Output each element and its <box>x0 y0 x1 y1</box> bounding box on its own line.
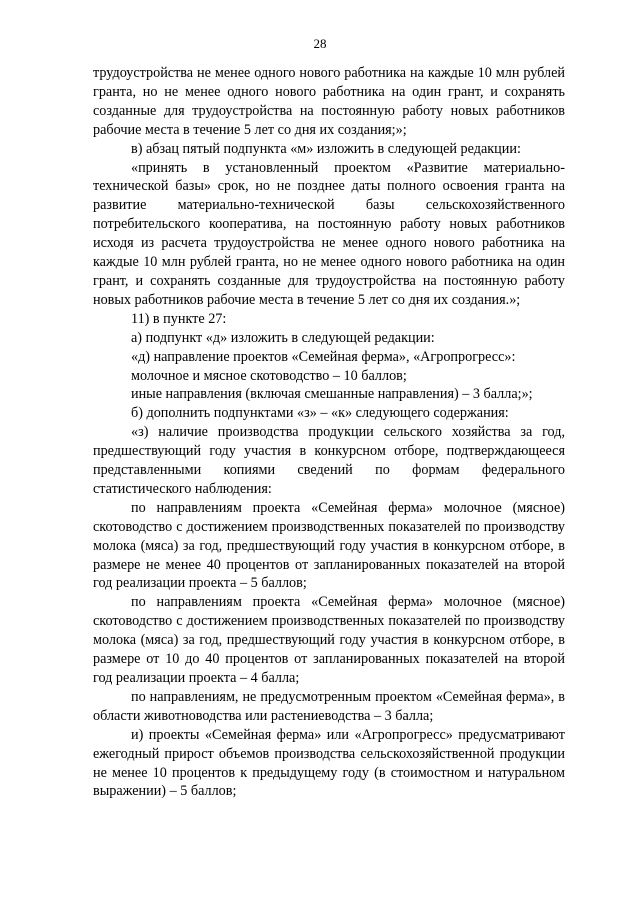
paragraph-subitem-z: «з) наличие производства продукции сельского хозяйства за год, предшествующий году участия в конкурсном отборе, подтверждающееся представленными копиями сведений по формам федерального статистического наблюдения: <box>93 424 565 497</box>
page-number: 28 <box>313 36 327 51</box>
paragraph-item-11: 11) в пункте 27: <box>131 310 227 327</box>
paragraph-family-farm-5: по направлениям проекта «Семейная ферма» молочное (мясное) скотоводство с достижением производственных показателей по производству молока (мяса) за год, предшествующий году участия в конкурсном отборе, в размере не менее 40 процентов от запланированных показателей на второй год реализации проекта – 5 баллов; <box>93 499 565 592</box>
paragraph-other-3: иные направления (включая смешанные направления) – 3 балла;»; <box>131 386 533 403</box>
paragraph-amendment-a: а) подпункт «д» изложить в следующей редакции: <box>131 329 435 346</box>
paragraph-subitem-d: «д) направление проектов «Семейная ферма», «Агропрогресс»: <box>131 348 516 365</box>
paragraph-subitem-i: и) проекты «Семейная ферма» или «Агропрогресс» предусматривают ежегодный прирост объемов производства сельскохозяйственной продукции не менее 10 процентов к предыдущему году (в стоимостном и натуральном выражении) – 5 баллов; <box>93 726 565 800</box>
paragraph-dairy-10: молочное и мясное скотоводство – 10 баллов; <box>131 367 407 384</box>
paragraph-amendment-b: б) дополнить подпунктами «з» – «к» следующего содержания: <box>131 405 509 422</box>
paragraph-quote-accept: «принять в установленный проектом «Развитие материально-технической базы» срок, но не позднее даты полного освоения гранта на развитие материально-технической базы сельскохозяйственного потребительского кооператива, на постоянную работу новых работников исходя из расчета трудоустройства не менее одного нового работника на каждые 10 млн рублей гранта, но не менее одного нового работника на один грант, и сохранять созданные для трудоустройства на постоянную работу новых работников рабочие места в течение 5 лет со дня их создания.»; <box>93 159 565 308</box>
paragraph-amendment-v: в) абзац пятый подпункта «м» изложить в следующей редакции: <box>131 140 521 157</box>
document-body <box>93 64 565 801</box>
paragraph-continuation: трудоустройства не менее одного нового работника на каждые 10 млн рублей гранта, но не менее одного нового работника на один грант, и сохранять созданные для трудоустройства на постоянную работу новых работников рабочие места в течение 5 лет со дня их создания;»; <box>93 65 565 138</box>
paragraph-family-farm-4: по направлениям проекта «Семейная ферма» молочное (мясное) скотоводство с достижением производственных показателей по производству молока (мяса) за год, предшествующий году участия в конкурсном отборе, в размере от 10 до 40 процентов от запланированных показателей на второй год реализации проекта – 4 балла; <box>93 594 565 686</box>
paragraph-other-directions-3: по направлениям, не предусмотренным проектом «Семейная ферма», в области животноводства или растениеводства – 3 балла; <box>93 688 565 724</box>
